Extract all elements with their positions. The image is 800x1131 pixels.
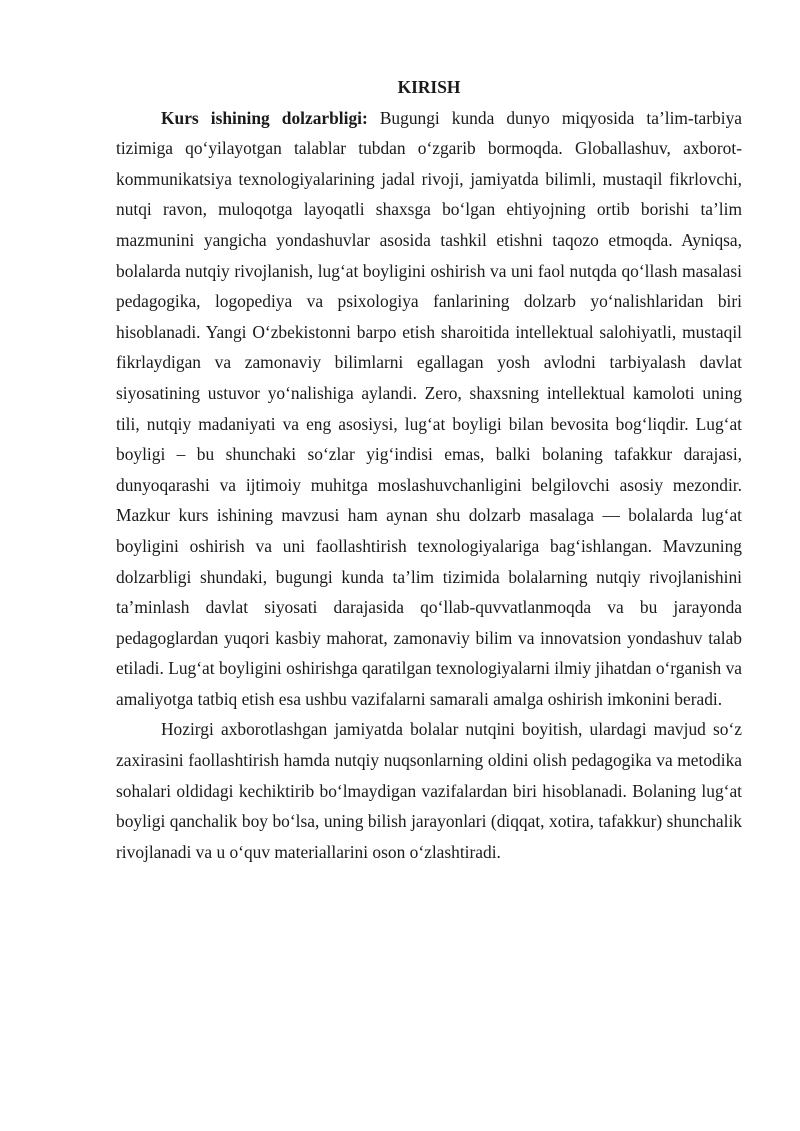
paragraph-text: Bugungi kunda dunyo miqyosida ta’lim-tarbiya tizimiga qo‘yilayotgan talablar tubdan o‘zgarib bormoqda. Globallashuv, axborot-kommunikatsiya texnologiyalarining jadal rivoji, jamiyatda bilimli, mustaqil fikrlovchi, nutqi ravon, muloqotga layoqatli shaxsga bo‘lgan ehtiyojning ortib borishi ta’lim mazmunini yangicha yondashuvlar asosida tashkil etishni taqozo etmoqda. Ayniqsa, bolalarda nutqiy rivojlanish, lug‘at boyligini oshirish va uni faol nutqda qo‘llash masalasi pedagogika, logopediya va psixologiya fanlarining dolzarb yo‘nalishlaridan biri hisoblanadi. Yangi O‘zbekistonni barpo etish sharoitida intellektual salohiyatli, mustaqil fikrlaydigan va zamonaviy bilimlarni egallagan yosh avlodni tarbiyalash davlat siyosatining ustuvor yo‘nalishiga aylandi. Zero, shaxsning intellektual kamoloti uning tili, nutqiy madaniyati va eng asosiysi, lug‘at boyligi bilan bevosita bog‘liqdir. Lug‘at boyligi – bu shunchaki so‘zlar yig‘indisi emas, balki bolaning tafakkur darajasi, dunyoqarashi va ijtimoiy muhitga moslashuvchanligini belgilovchi asosiy mezondir. Mazkur kurs ishining mavzusi ham aynan shu dolzarb masalaga — bolalarda lug‘at boyligini oshirish va uni faollashtirish texnologiyalariga bag‘ishlangan. Mavzuning dolzarbligi shundaki, bugungi kunda ta’lim tizimida bolalarning nutqiy rivojlanishini ta’minlash davlat siyosati darajasida qo‘llab-quvvatlanmoqda va bu jarayonda pedagoglardan yuqori kasbiy mahorat, zamonaviy bilim va innovatsion yondashuv talab etiladi. Lug‘at boyligini oshirishga qaratilgan texnologiyalarni ilmiy jihatdan o‘rganish va amaliyotga tatbiq etish esa ushbu vazifalarni samarali amalga oshirish imkonini beradi. (116, 107, 743, 709)
section-heading: KIRISH (397, 77, 461, 97)
paragraph-information-society (116, 714, 742, 867)
paragraph-text: Hozirgi axborotlashgan jamiyatda bolalar nutqini boyitish, ulardagi mavjud so‘z zaxirasini faollashtirish hamda nutqiy nuqsonlarning oldini olish pedagogika va metodika sohalari oldidagi kechiktirib bo‘lmaydigan vazifalardan biri hisoblanadi. Bolaning lug‘at boyligi qanchalik boy bo‘lsa, uning bilish jarayonlari (diqqat, xotira, tafakkur) shunchalik rivojlanadi va u o‘quv materiallarini oson o‘zlashtiradi. (116, 719, 742, 862)
paragraph-lead: Kurs ishining dolzarbligi: (161, 107, 368, 128)
paragraph-relevance (116, 103, 742, 715)
document-body (116, 72, 742, 867)
